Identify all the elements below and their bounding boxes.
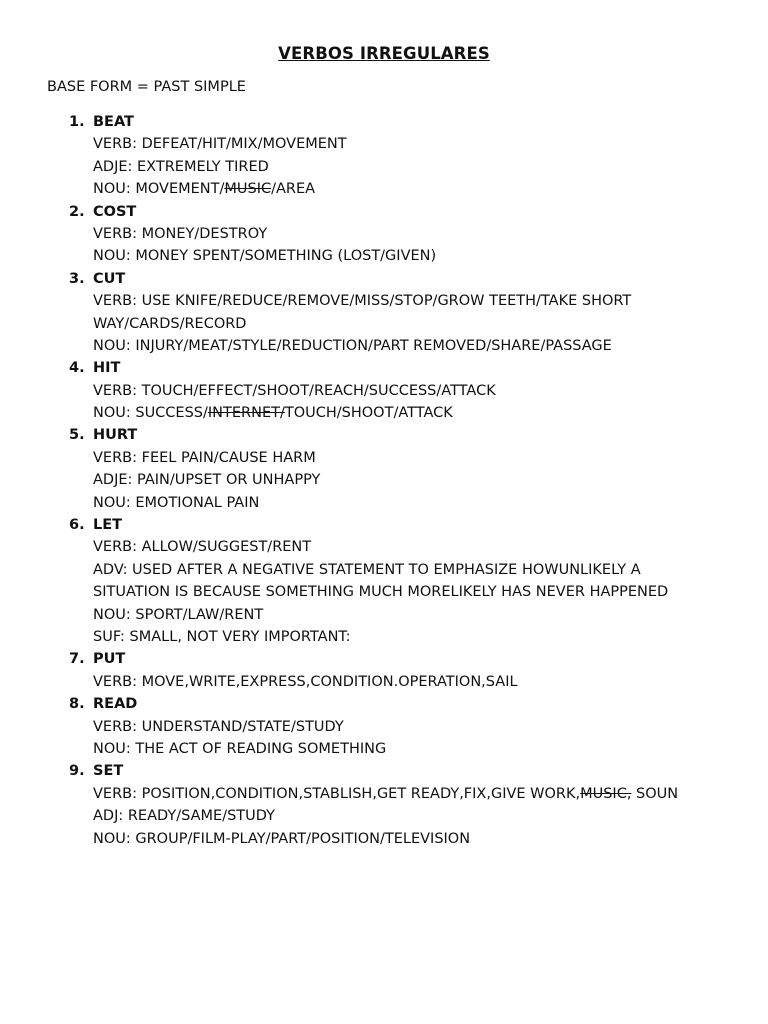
definition-line: [0, 313, 768, 335]
definition-text: NOU: SPORT/LAW/RENT: [93, 606, 264, 623]
verb-number: 5.: [69, 427, 85, 444]
definition-text: WAY/CARDS/RECORD: [93, 315, 247, 332]
definition-line: [0, 290, 768, 312]
verb-heading: [0, 111, 768, 133]
verb-heading: [0, 760, 768, 782]
definition-line: [0, 671, 768, 693]
definition-text: TOUCH/SHOOT/ATTACK: [284, 405, 453, 422]
definition-text: VERB: FEEL PAIN/CAUSE HARM: [93, 449, 316, 466]
definition-text: NOU: MONEY SPENT/SOMETHING (LOST/GIVEN): [93, 248, 437, 265]
verb-number: 9.: [69, 763, 85, 780]
verb-word: CUT: [93, 270, 126, 287]
definition-line: [0, 447, 768, 469]
verb-word: HURT: [93, 427, 138, 444]
verb-word: COST: [93, 203, 137, 220]
struck-text: MUSIC: [224, 181, 272, 198]
verb-word: BEAT: [93, 114, 134, 130]
verb-heading: [0, 201, 768, 223]
verb-heading: [0, 357, 768, 379]
definition-line: [0, 469, 768, 491]
verb-word: SET: [93, 763, 124, 780]
definition-text: ADJE: PAIN/UPSET OR UNHAPPY: [93, 472, 321, 489]
verb-entry: [0, 693, 768, 760]
verb-entry: [0, 648, 768, 693]
definition-line: [0, 223, 768, 245]
definition-line: [0, 380, 768, 402]
definition-text: VERB: UNDERSTAND/STATE/STUDY: [93, 718, 344, 735]
verb-entry: [0, 424, 768, 514]
definition-text: VERB: ALLOW/SUGGEST/RENT: [93, 539, 312, 556]
verb-number: 2.: [69, 203, 85, 220]
definition-text: ADJ: READY/SAME/STUDY: [93, 808, 275, 825]
page-title: VERBOS IRREGULARES: [278, 44, 490, 63]
definition-line: [0, 783, 768, 805]
definition-line: [0, 245, 768, 267]
definition-text: SITUATION IS BECAUSE SOMETHING MUCH MORELIKELY HAS NEVER HAPPENED: [93, 584, 669, 601]
verb-heading: [0, 693, 768, 715]
definition-line: [0, 536, 768, 558]
verb-heading: [0, 424, 768, 446]
verb-heading: [0, 268, 768, 290]
definition-text: VERB: DEFEAT/HIT/MIX/MOVEMENT: [93, 136, 347, 153]
verb-list: [0, 111, 768, 850]
verb-number: 8.: [69, 696, 85, 713]
verb-word: LET: [93, 517, 123, 534]
definition-text: VERB: MONEY/DESTROY: [93, 225, 268, 242]
definition-text: ADV: USED AFTER A NEGATIVE STATEMENT TO EMPHASIZE HOWUNLIKELY A: [93, 561, 641, 578]
definition-line: [0, 156, 768, 178]
definition-line: [0, 805, 768, 827]
definition-line: [0, 133, 768, 155]
verb-number: 3.: [69, 270, 85, 287]
page-subtitle: BASE FORM = PAST SIMPLE: [47, 79, 246, 95]
verb-entry: [0, 111, 768, 201]
definition-line: [0, 738, 768, 760]
definition-text: NOU: INJURY/MEAT/STYLE/REDUCTION/PART REMOVED/SHARE/PASSAGE: [93, 337, 612, 354]
verb-word: PUT: [93, 651, 126, 668]
verb-number: 7.: [69, 651, 85, 668]
verb-number: 6.: [69, 517, 85, 534]
definition-text: /AREA: [271, 181, 316, 198]
definition-text: NOU: GROUP/FILM-PLAY/PART/POSITION/TELEVISION: [93, 830, 471, 847]
definition-text: ADJE: EXTREMELY TIRED: [93, 158, 269, 175]
definition-line: [0, 178, 768, 200]
verb-entry: [0, 268, 768, 358]
verb-entry: [0, 357, 768, 424]
definition-line: [0, 626, 768, 648]
definition-line: [0, 828, 768, 850]
definition-line: [0, 559, 768, 581]
definition-line: [0, 716, 768, 738]
verb-word: HIT: [93, 360, 121, 377]
verb-entry: [0, 760, 768, 850]
definition-text: VERB: POSITION,CONDITION,STABLISH,GET READY,FIX,GIVE WORK,: [93, 785, 581, 802]
definition-text: VERB: TOUCH/EFFECT/SHOOT/REACH/SUCCESS/ATTACK: [93, 382, 496, 399]
definition-line: [0, 604, 768, 626]
definition-text: NOU: EMOTIONAL PAIN: [93, 494, 260, 511]
struck-text: INTERNET/: [207, 405, 285, 422]
verb-number: 4.: [69, 360, 85, 377]
definition-line: [0, 335, 768, 357]
definition-line: [0, 402, 768, 424]
definition-text: NOU: SUCCESS/: [93, 405, 208, 422]
definition-text: NOU: MOVEMENT/: [93, 181, 225, 198]
verb-number: 1.: [69, 114, 85, 130]
verb-heading: [0, 648, 768, 670]
verb-entry: [0, 514, 768, 648]
definition-line: [0, 581, 768, 603]
definition-text: NOU: THE ACT OF READING SOMETHING: [93, 740, 387, 757]
definition-text: SUF: SMALL, NOT VERY IMPORTANT:: [93, 628, 351, 645]
struck-text: MUSIC,: [580, 785, 632, 802]
definition-text: SOUN: [631, 785, 679, 802]
definition-text: VERB: MOVE,WRITE,EXPRESS,CONDITION.OPERATION,SAIL: [93, 673, 518, 690]
definition-text: VERB: USE KNIFE/REDUCE/REMOVE/MISS/STOP/GROW TEETH/TAKE SHORT: [93, 293, 632, 310]
verb-entry: [0, 201, 768, 268]
definition-line: [0, 492, 768, 514]
verb-heading: [0, 514, 768, 536]
verb-word: READ: [93, 696, 138, 713]
